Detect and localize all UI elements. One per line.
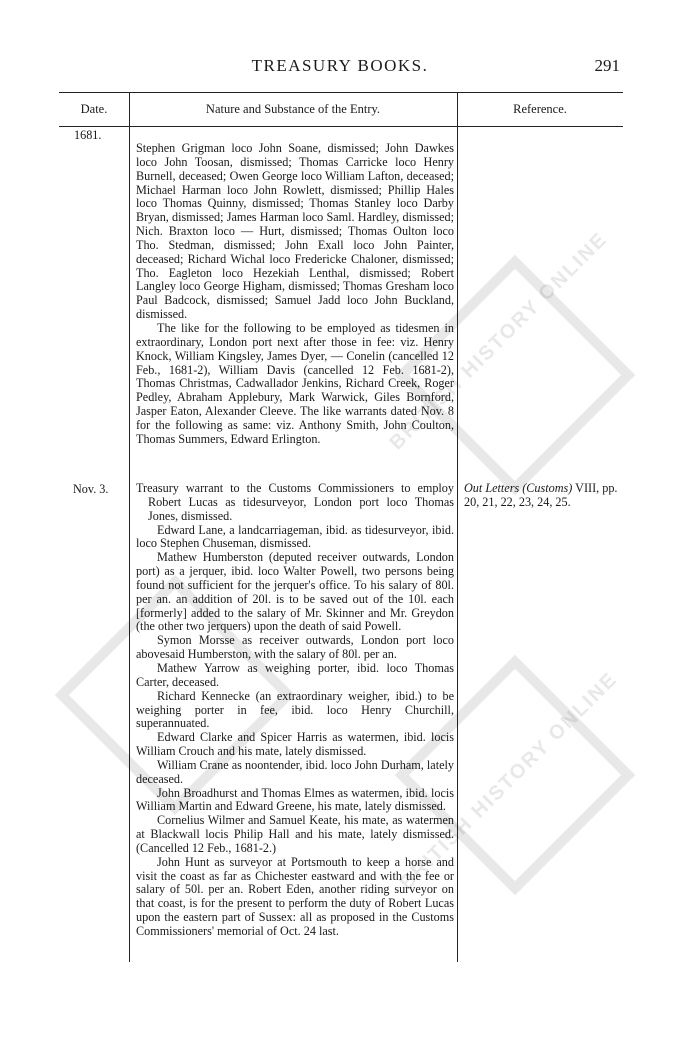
entry-paragraph: The like for the following to be employed as tidesmen in extraordinary, London port next after those in fee: viz. Henry Knock, William Kingsley, James Dyer, — Conelin (cancelled 12 Feb., 1681-2), William Davis (cancelled 12 Feb. 1681-2), Thomas Christmas, Cadwallador Jenkins, Richard Creek, Roger Pedley, Abraham Applebury, Mark Warwick, Giles Bornford, Jasper Eaton, Alexander Cleeve. The like warrants dated Nov. 8 for the following as same: viz. Anthony Smith, John Coulton, Thomas Summers, Edward Erlington. [136,320,454,446]
entry-table [59,92,623,962]
running-head [60,56,620,80]
page-title: TREASURY BOOKS. [251,56,429,75]
entry-paragraph: John Hunt as surveyor at Portsmouth to keep a horse and visit the coast as far as Chichester eastward and with the fee or salary of 50l. per an. Robert Eden, another riding surveyor on that coast, is for the present to perform the duty of Robert Lucas upon the eastern part of Sussex: all as proposed in the Customs Commissioners' memorial of Oct. 24 last. [136,854,454,938]
entry-paragraph: John Broadhurst and Thomas Elmes as watermen, ibid. locis William Martin and Edward Greene, his mate, lately dismissed. [136,785,454,814]
entry-paragraph: Stephen Grigman loco John Soane, dismissed; John Dawkes loco John Toosan, dismissed; Thomas Carricke loco Henry Burnell, deceased; Owen George loco William Lafton, deceased; Michael Harman loco John Rowlett, dismissed; Phillip Hales loco Thomas Quinny, dismissed; Thomas Stanley loco Darby Bryan, dismissed; James Harman loco Saml. Hardley, dismissed; Nich. Braxton loco — Hurt, dismissed; Thomas Oulton loco Tho. Stedman, dismissed; John Exall loco John Painter, deceased; Richard Wichal loco Fredericke Chaloner, dismissed; Tho. Eagleton loco Hezekiah Lenthal, dismissed; Robert Langley loco George Higham, dismissed; Thomas Gresham loco Paul Badcock, dismissed; Samuel Jadd loco John Buckland, dismissed. [136,141,454,322]
entry-body [136,142,454,447]
entry-paragraph: Richard Kennecke (an extraordinary weigher, ibid.) to be weighing porter in fee, ibid. loco Henry Churchill, superannuated. [136,688,454,731]
entry-paragraph: Symon Morsse as receiver outwards, London port loco abovesaid Humberston, with the salary of 80l. per an. [136,633,454,662]
entry-date: Nov. 3. [73,482,109,496]
column-header-date: Date. [80,102,108,116]
reference-source: Out Letters (Customs) [464,481,573,495]
page-number: 291 [594,56,620,75]
reference-column-rule [457,92,458,962]
header-bottom-rule [59,126,623,127]
entry-paragraph: Mathew Humberston (deputed receiver outwards, London port) as a jerquer, ibid. loco Walter Powell, two persons being found not sufficient for the jerquer's office. To his salary of 80l. per an. an addition of 20l. is to be saved out of the 10l. each [formerly] added to the salary of Mr. Skinner and Mr. Greydon (the other two jerquers) upon the death of said Powell. [136,550,454,634]
entry-paragraph: Edward Clarke and Spicer Harris as watermen, ibid. locis William Crouch and his mate, lately dismissed. [136,730,454,759]
watermark-text-upper: BRITISH HISTORY ONLINE [385,227,612,455]
entry-paragraph: Mathew Yarrow as weighing porter, ibid. loco Thomas Carter, deceased. [136,660,454,689]
entry-paragraph: William Crane as noontender, ibid. loco John Durham, lately deceased. [136,757,454,786]
entry-body [136,482,454,939]
entry-paragraph: Edward Lane, a landcarriageman, ibid. as tidesurveyor, ibid. loco Stephen Chuseman, dismissed. [136,522,454,551]
entry-paragraph: Treasury warrant to the Customs Commissioners to employ Robert Lucas as tidesurveyor, London port loco Thomas Jones, dismissed. [136,481,454,523]
column-header-entry: Nature and Substance of the Entry. [205,102,381,116]
entry-paragraph: Cornelius Wilmer and Samuel Keate, his mate, as watermen at Blackwall locis Philip Hall and his mate, lately dismissed. (Cancelled 12 Feb., 1681-2.) [136,813,454,855]
date-column-rule [129,92,130,962]
entry-reference [464,482,620,510]
reference-detail: VIII, pp. 20, 21, 22, 23, 24, 25. [464,481,618,509]
watermark-text-lower: BRITISH HISTORY ONLINE [395,667,622,895]
table-top-rule [59,92,623,93]
column-header-reference: Reference. [513,102,567,116]
entry-date: 1681. [74,128,102,142]
